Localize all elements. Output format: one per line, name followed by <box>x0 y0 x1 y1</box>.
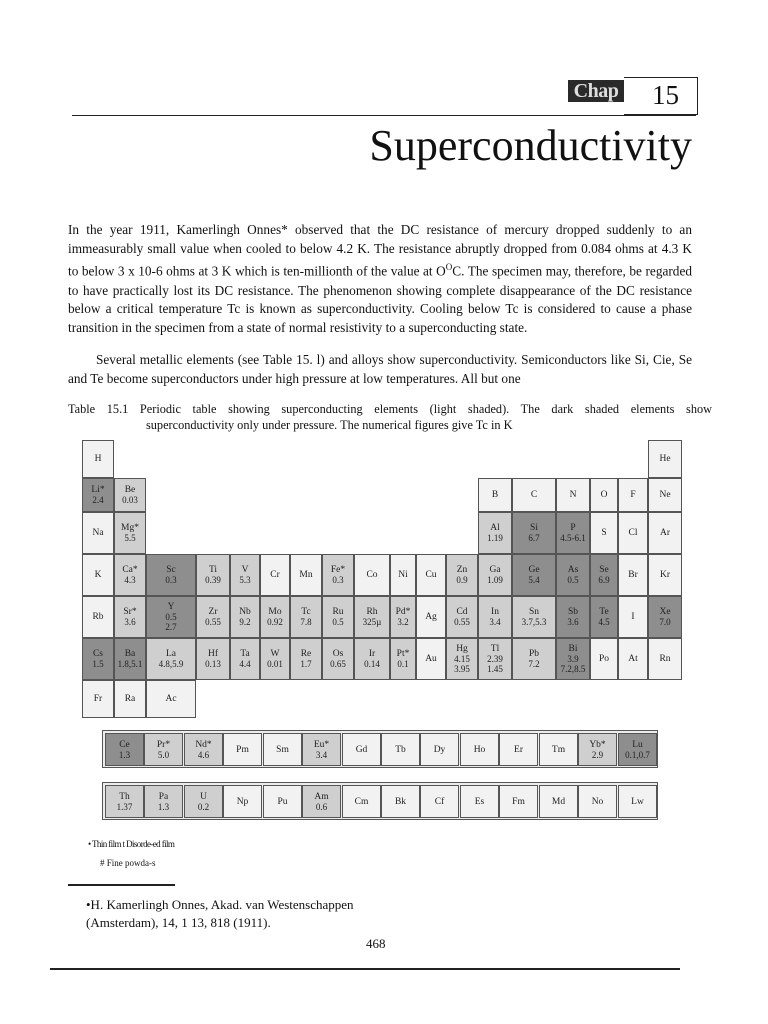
element-symbol: Li* <box>91 485 105 495</box>
element-tc: 1.3 <box>118 749 131 760</box>
actinide-am <box>302 785 341 818</box>
element-tc: 0.39 <box>205 575 221 585</box>
element-symbol: Ar <box>659 528 671 538</box>
chapter-number: 15 <box>652 80 679 110</box>
element-symbol: Fm <box>512 796 525 807</box>
element-cr <box>260 554 290 596</box>
element-tc: 3.4 <box>489 617 501 627</box>
element-symbol: Zr <box>208 607 218 617</box>
element-symbol: Ca* <box>122 565 138 575</box>
element-symbol: Te <box>599 607 609 617</box>
element-pt <box>390 638 416 680</box>
element-ga <box>478 554 512 596</box>
element-mg <box>114 512 146 554</box>
element-symbol: Zn <box>456 565 468 575</box>
element-symbol: Md <box>551 796 566 807</box>
element-rn <box>648 638 682 680</box>
element-cs <box>82 638 114 680</box>
element-i <box>618 596 648 638</box>
element-ag <box>416 596 446 638</box>
actinide-pa <box>144 785 183 818</box>
page-number: 468 <box>366 936 386 951</box>
element-tc: 4.5 <box>598 617 610 627</box>
element-tc: 3.2 <box>397 617 409 627</box>
element-symbol: Tm <box>551 744 566 755</box>
element-sc <box>146 554 196 596</box>
element-tc: 4.6 <box>197 749 210 760</box>
element-symbol: He <box>659 454 671 464</box>
lanthanide-lu <box>618 733 657 766</box>
element-symbol: Fr <box>93 694 103 704</box>
element-symbol: S <box>601 528 607 538</box>
footer-rule <box>50 968 680 970</box>
element-tc: 2.4 <box>92 495 104 505</box>
lanthanide-nd <box>184 733 223 766</box>
element-symbol: Hf <box>207 649 219 659</box>
element-tc: 6.9 <box>598 575 610 585</box>
element-tc: 7.2 <box>528 659 540 669</box>
element-tc: 2.9 <box>591 749 604 760</box>
element-tc: 4.5-6.1 <box>560 533 586 543</box>
element-tc: 1.8,5.1 <box>117 659 143 669</box>
element-tc: 2.7 <box>165 622 177 632</box>
element-s <box>590 512 618 554</box>
element-tc: 325µ <box>362 617 382 627</box>
element-br <box>618 554 648 596</box>
element-symbol: Yb* <box>589 739 606 750</box>
element-al <box>478 512 512 554</box>
element-ar <box>648 512 682 554</box>
element-symbol: Be <box>124 485 136 495</box>
element-tc: 0.01 <box>267 659 283 669</box>
element-symbol: Sb <box>567 607 579 617</box>
element-symbol: Br <box>628 570 638 580</box>
element-tc: 0.55 <box>205 617 221 627</box>
element-f <box>618 478 648 512</box>
element-symbol: Ne <box>659 490 671 500</box>
element-symbol: Kr <box>659 570 671 580</box>
element-tc: 3.95 <box>454 664 470 674</box>
element-symbol: Os <box>332 649 344 659</box>
element-tc: 3.6 <box>124 617 136 627</box>
actinide-row <box>105 785 657 818</box>
element-si <box>512 512 556 554</box>
element-tc: 5.4 <box>528 575 540 585</box>
element-tc: 3.7,5.3 <box>521 617 547 627</box>
element-symbol: Au <box>425 654 437 664</box>
element-tc: 4.4 <box>239 659 251 669</box>
caption-line-1: Table 15.1 Periodic table showing superconducting elements (light shaded). The dark shaded elements show <box>68 402 712 416</box>
reference-line-2: (Amsterdam), 14, 1 13, 818 (1911). <box>86 915 271 930</box>
element-symbol: As <box>567 565 579 575</box>
element-symbol: Cr <box>270 570 280 580</box>
element-b <box>478 478 512 512</box>
lanthanide-yb <box>578 733 617 766</box>
element-mo <box>260 596 290 638</box>
element-symbol: Mn <box>299 570 313 580</box>
element-in <box>478 596 512 638</box>
element-tl <box>478 638 512 680</box>
element-symbol: Xe <box>659 607 671 617</box>
element-p <box>556 512 590 554</box>
element-symbol: Ti <box>208 565 218 575</box>
caption-line-2: superconductivity only under pressure. The numerical figures give Tc in K <box>146 418 513 432</box>
element-symbol: O <box>600 490 608 500</box>
lanthanide-gd <box>342 733 381 766</box>
actinide-bk <box>381 785 420 818</box>
element-symbol: Se <box>599 565 609 575</box>
element-symbol: Pr* <box>156 739 171 750</box>
element-symbol: Mg* <box>121 523 139 533</box>
element-bi <box>556 638 590 680</box>
element-tc: 0.13 <box>205 659 221 669</box>
element-v <box>230 554 260 596</box>
element-tc: 4.3 <box>124 575 136 585</box>
actinide-pu <box>263 785 302 818</box>
element-symbol: Y <box>167 602 175 612</box>
element-symbol: W <box>270 649 280 659</box>
element-fe <box>322 554 354 596</box>
element-symbol: Cd <box>456 607 468 617</box>
element-symbol: Ru <box>332 607 344 617</box>
element-tc: 9.2 <box>239 617 251 627</box>
element-symbol: Ir <box>368 649 376 659</box>
element-symbol: Si <box>530 523 538 533</box>
element-symbol: Tl <box>490 644 500 654</box>
actinide-md <box>539 785 578 818</box>
element-symbol: In <box>491 607 499 617</box>
element-tc: 1.3 <box>157 801 170 812</box>
element-symbol: Dy <box>433 744 446 755</box>
element-h <box>82 440 114 478</box>
actinide-u <box>184 785 223 818</box>
lanthanide-er <box>499 733 538 766</box>
element-symbol: Rb <box>92 612 104 622</box>
element-tc: 4.15 <box>454 654 470 664</box>
element-symbol: Ce <box>119 739 130 750</box>
lanthanide-dy <box>420 733 459 766</box>
element-symbol: Ba <box>124 649 136 659</box>
element-symbol: Es <box>474 796 485 807</box>
element-symbol: Pd* <box>395 607 411 617</box>
element-tc: 0.9 <box>456 575 468 585</box>
element-symbol: Bi <box>568 644 578 654</box>
element-sb <box>556 596 590 638</box>
element-tc: 7.8 <box>300 617 312 627</box>
element-tc: 0.5 <box>165 612 177 622</box>
element-symbol: Ag <box>425 612 437 622</box>
element-symbol: Nb <box>239 607 251 617</box>
reference-footnote <box>86 896 354 932</box>
element-symbol: Cm <box>354 796 369 807</box>
intro-text: In the year 1911, Kamerlingh Onnes* observed that the DC resistance of mercury dropped suddenly to an immeasurably small value when cooled to below 4.2 K. The resistance abruptly dropped from 0.084 ohms at 4.3 K to below 3 x 10-6 ohms at 3 K which is ten-millionth of the value at O <box>68 222 692 279</box>
footnote-thin-film: • Thin film t Disorde-ed film <box>88 839 175 849</box>
element-cu <box>416 554 446 596</box>
element-symbol: Re <box>300 649 312 659</box>
element-tc: 4.8,5.9 <box>158 659 184 669</box>
element-tc: 3.6 <box>567 617 579 627</box>
element-symbol: V <box>241 565 249 575</box>
element-symbol: Ho <box>473 744 486 755</box>
element-te <box>590 596 618 638</box>
element-symbol: Bk <box>394 796 407 807</box>
element-tc: 0.1,0.7 <box>625 749 650 760</box>
element-symbol: Ta <box>240 649 250 659</box>
element-tc: 5.3 <box>239 575 251 585</box>
element-symbol: Ni <box>398 570 408 580</box>
element-tc <box>290 596 322 638</box>
element-pd <box>390 596 416 638</box>
element-zn <box>446 554 478 596</box>
element-tc: 6.7 <box>528 533 540 543</box>
element-symbol: Na <box>92 528 104 538</box>
element-hf <box>196 638 230 680</box>
element-symbol: Ge <box>528 565 540 575</box>
element-symbol: Sm <box>276 744 289 755</box>
lanthanide-tm <box>539 733 578 766</box>
element-co <box>354 554 390 596</box>
element-symbol: Th <box>119 791 130 802</box>
degree-superscript: O <box>445 262 453 273</box>
element-fr <box>82 680 114 718</box>
element-symbol: Np <box>236 796 249 807</box>
element-ta <box>230 638 260 680</box>
element-symbol: Pa <box>158 791 169 802</box>
element-at <box>618 638 648 680</box>
element-tc: 0.5 <box>332 617 344 627</box>
element-tc: 1.5 <box>92 659 104 669</box>
element-symbol: Pm <box>236 744 249 755</box>
intro-text-rest: C. The specimen may, therefore, be regarded to have practically lost its DC resistance. The phenomenon showing complete disappearance of the DC resistance below a critical temperature Tc is known as superconductivity. Cooling below Tc is considered to cause a phase transition in the specimen from a state of normal resistivity to a superconducting state. <box>68 263 693 335</box>
element-tc: 1.09 <box>487 575 503 585</box>
element-symbol: Gd <box>355 744 368 755</box>
element-tc: 1.45 <box>487 664 503 674</box>
second-paragraph: Several metallic elements (see Table 15. l) and alloys show superconductivity. Semiconductors like Si, Cie, Se and Te become superconductors under high pressure at low temperatures. All but one <box>68 352 692 386</box>
actinide-es <box>460 785 499 818</box>
element-tc: 0.3 <box>332 575 344 585</box>
table-caption <box>68 401 712 433</box>
element-symbol: Am <box>314 791 329 802</box>
element-k <box>82 554 114 596</box>
element-n <box>556 478 590 512</box>
element-symbol: Sr* <box>123 607 137 617</box>
element-os <box>322 638 354 680</box>
element-symbol: Ac <box>165 694 177 704</box>
lanthanide-tb <box>381 733 420 766</box>
element-kr <box>648 554 682 596</box>
element-la <box>146 638 196 680</box>
element-he <box>648 440 682 478</box>
element-re <box>290 638 322 680</box>
element-symbol: Pb <box>528 649 540 659</box>
element-symbol: N <box>569 490 577 500</box>
element-ac <box>146 680 196 718</box>
element-symbol: Co <box>366 570 378 580</box>
element-symbol: P <box>570 523 576 533</box>
element-mn <box>290 554 322 596</box>
element-tc: 0.3 <box>165 575 177 585</box>
element-tc: 0.6 <box>315 801 328 812</box>
actinide-np <box>223 785 262 818</box>
element-cl <box>618 512 648 554</box>
element-tc: 0.2 <box>197 801 210 812</box>
lanthanide-pm <box>223 733 262 766</box>
element-o <box>590 478 618 512</box>
element-symbol: La <box>165 649 177 659</box>
element-tc: 5.0 <box>157 749 170 760</box>
element-ne <box>648 478 682 512</box>
element-ru <box>322 596 354 638</box>
element-symbol: Cs <box>92 649 104 659</box>
element-hg <box>446 638 478 680</box>
element-rb <box>82 596 114 638</box>
element-tc: 0.65 <box>330 659 346 669</box>
element-tc: 2.39 <box>487 654 503 664</box>
element-symbol: Lu <box>632 739 643 750</box>
element-nb <box>230 596 260 638</box>
element-se <box>590 554 618 596</box>
element-tc: 0.55 <box>454 617 470 627</box>
element-ba <box>114 638 146 680</box>
element-sn <box>512 596 556 638</box>
element-tc: 0.14 <box>364 659 380 669</box>
element-symbol: Cf <box>434 796 445 807</box>
element-symbol: At <box>628 654 638 664</box>
element-c <box>512 478 556 512</box>
element-symbol: B <box>491 490 499 500</box>
element-symbol: Al <box>490 523 500 533</box>
element-symbol: Cl <box>628 528 638 538</box>
actinide-cm <box>342 785 381 818</box>
chapter-label: Chap <box>568 80 624 102</box>
element-symbol: Tb <box>395 744 406 755</box>
element-ir <box>354 638 390 680</box>
element-na <box>82 512 114 554</box>
element-symbol: Eu* <box>313 739 330 750</box>
actinide-lw <box>618 785 657 818</box>
element-symbol: U <box>200 791 207 802</box>
element-symbol: Rh <box>366 607 378 617</box>
element-symbol: Fe* <box>330 565 346 575</box>
element-tc: 3.4 <box>315 749 328 760</box>
element-symbol: Pu <box>277 796 288 807</box>
element-symbol: H <box>94 454 102 464</box>
element-tc: 5.5 <box>124 533 136 543</box>
element-symbol: Hg <box>456 644 468 654</box>
lanthanide-ce <box>105 733 144 766</box>
element-symbol: Ga <box>489 565 501 575</box>
element-xe <box>648 596 682 638</box>
element-symbol: Po <box>598 654 610 664</box>
element-symbol: No <box>591 796 604 807</box>
element-tc: 7.0 <box>659 617 671 627</box>
reference-line-1: •H. Kamerlingh Onnes, Akad. van Westenschappen <box>86 897 354 912</box>
element-ge <box>512 554 556 596</box>
element-tc: 1.37 <box>116 801 133 812</box>
element-tc: 0.92 <box>267 617 283 627</box>
periodic-table <box>82 440 682 718</box>
lanthanide-ho <box>460 733 499 766</box>
element-symbol: Sn <box>528 607 540 617</box>
element-y <box>146 596 196 638</box>
intro-paragraph <box>68 221 692 338</box>
element-ni <box>390 554 416 596</box>
actinide-th <box>105 785 144 818</box>
element-symbol: Sc <box>166 565 176 575</box>
element-cd <box>446 596 478 638</box>
element-zr <box>196 596 230 638</box>
element-tc: 7.2,8.5 <box>560 664 586 674</box>
element-symbol: Ra <box>124 694 136 704</box>
actinide-fm <box>499 785 538 818</box>
element-symbol: Lw <box>631 796 644 807</box>
element-w <box>260 638 290 680</box>
element-symbol: Tc <box>301 607 311 617</box>
element-sr <box>114 596 146 638</box>
actinide-cf <box>420 785 459 818</box>
element-symbol: K <box>94 570 102 580</box>
element-symbol: F <box>630 490 636 500</box>
element-symbol: Mo <box>268 607 282 617</box>
element-tc: 1.19 <box>487 533 503 543</box>
lanthanide-eu <box>302 733 341 766</box>
element-ti <box>196 554 230 596</box>
actinide-no <box>578 785 617 818</box>
element-symbol: Cu <box>425 570 437 580</box>
element-tc: 0.5 <box>567 575 579 585</box>
chapter-title: Superconductivity <box>369 121 692 170</box>
element-symbol: Er <box>514 744 523 755</box>
element-symbol: Rn <box>659 654 671 664</box>
element-ca <box>114 554 146 596</box>
element-be <box>114 478 146 512</box>
element-tc: 1.7 <box>300 659 312 669</box>
element-tc: 0.1 <box>397 659 409 669</box>
element-tc: 0.03 <box>122 495 138 505</box>
element-symbol: Pt* <box>396 649 410 659</box>
element-ra <box>114 680 146 718</box>
element-symbol: I <box>631 612 635 622</box>
lanthanide-row <box>105 733 657 766</box>
element-au <box>416 638 446 680</box>
element-li <box>82 478 114 512</box>
element-as <box>556 554 590 596</box>
header-rule <box>72 115 696 116</box>
element-rh <box>354 596 390 638</box>
lanthanide-sm <box>263 733 302 766</box>
element-symbol: Nd* <box>195 739 212 750</box>
element-pb <box>512 638 556 680</box>
element-symbol: C <box>530 490 538 500</box>
footnote-rule <box>68 884 175 886</box>
element-po <box>590 638 618 680</box>
lanthanide-pr <box>144 733 183 766</box>
element-tc: 3.9 <box>567 654 579 664</box>
footnote-fine-powders: # Fine powda-s <box>100 858 156 868</box>
